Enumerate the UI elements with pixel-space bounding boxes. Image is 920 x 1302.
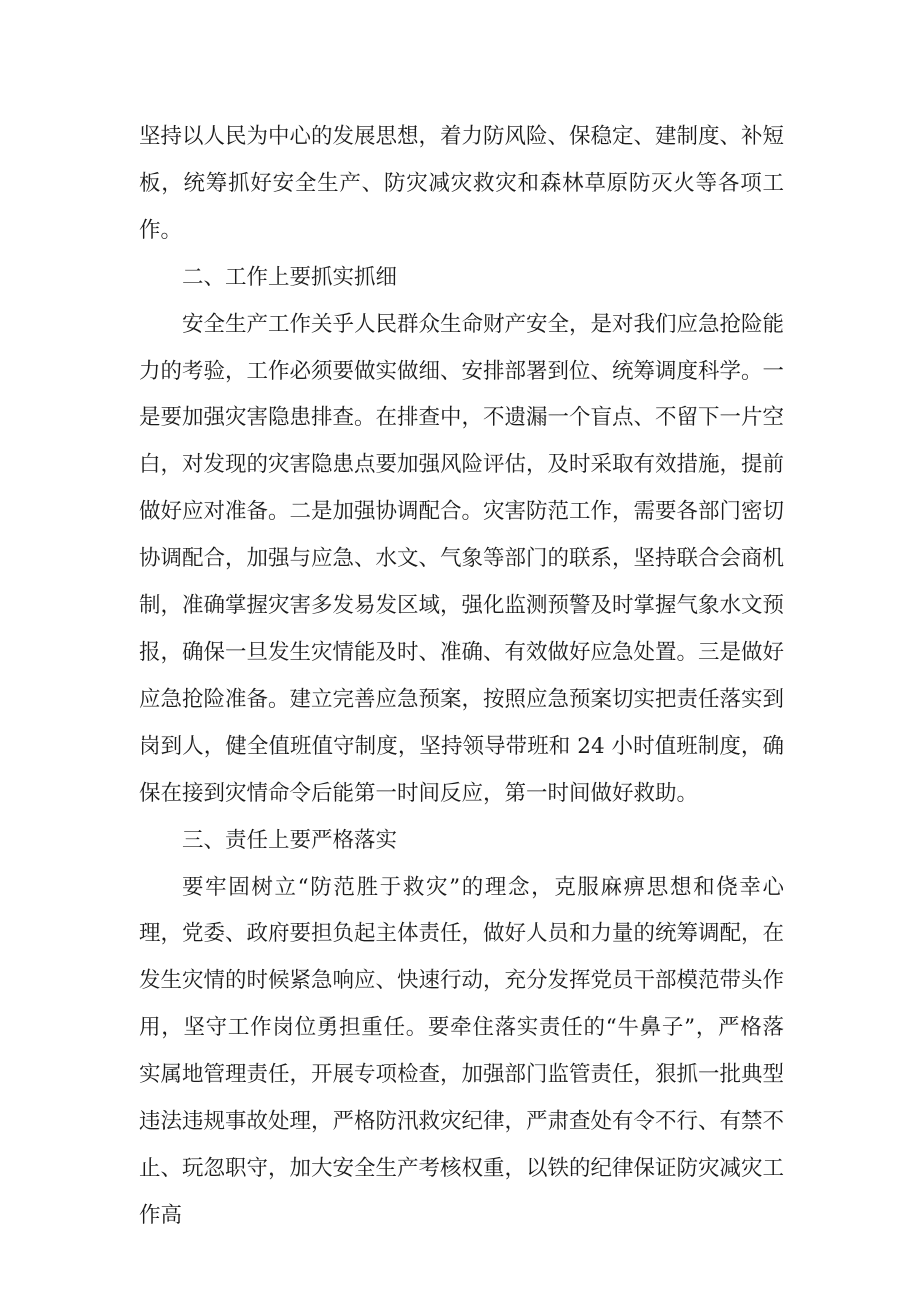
section-heading-two: 二、工作上要抓实抓细 — [182, 264, 398, 290]
section-heading-three: 三、责任上要严格落实 — [182, 827, 398, 853]
body-paragraph-responsibility: 要牢固树立“防范胜于救灾”的理念，克服麻痹思想和侥幸心理，党委、政府要担负起主体责任，做好人员和力量的统筹调配，在发生灾情的时候紧急响应、快速行动，充分发挥党员干部模范带头作用，坚守工作岗位勇担重任。要牵住落实责任的“牛鼻子”，严格落实属地管理责任，开展专项检查，加强部门监管责任，狠抓一批典型违法违规事故处理，严格防汛救灾纪律，严肃查处有令不行、有禁不止、玩忽职守，加大安全生产考核权重，以铁的纪律保证防灾减灾工作高 — [139, 874, 785, 1228]
body-paragraph-work-details: 安全生产工作关乎人民群众生命财产安全，是对我们应急抢险能力的考验，工作必须要做实做细、安排部署到位、统筹调度科学。一是要加强灾害隐患排查。在排查中，不遗漏一个盲点、不留下一片空白，对发现的灾害隐患点要加强风险评估，及时采取有效措施，提前做好应对准备。二是加强协调配合。灾害防范工作，需要各部门密切协调配合，加强与应急、水文、气象等部门的联系，坚持联合会商机制，准确掌握灾害多发易发区域，强化监测预警及时掌握气象水文预报，确保一旦发生灾情能及时、准确、有效做好应急处置。三是做好应急抢险准备。建立完善应急预案，按照应急预案切实把责任落实到岗到人，健全值班值守制度，坚持领导带班和 24 小时值班制度，确保在接到灾情命令后能第一时间反应，第一时间做好救助。 — [139, 311, 785, 806]
document-body — [139, 114, 784, 1240]
body-paragraph-continued: 坚持以人民为中心的发展思想，着力防风险、保稳定、建制度、补短板，统筹抓好安全生产、防灾减灾救灾和森林草原防灭火等各项工作。 — [139, 124, 785, 243]
